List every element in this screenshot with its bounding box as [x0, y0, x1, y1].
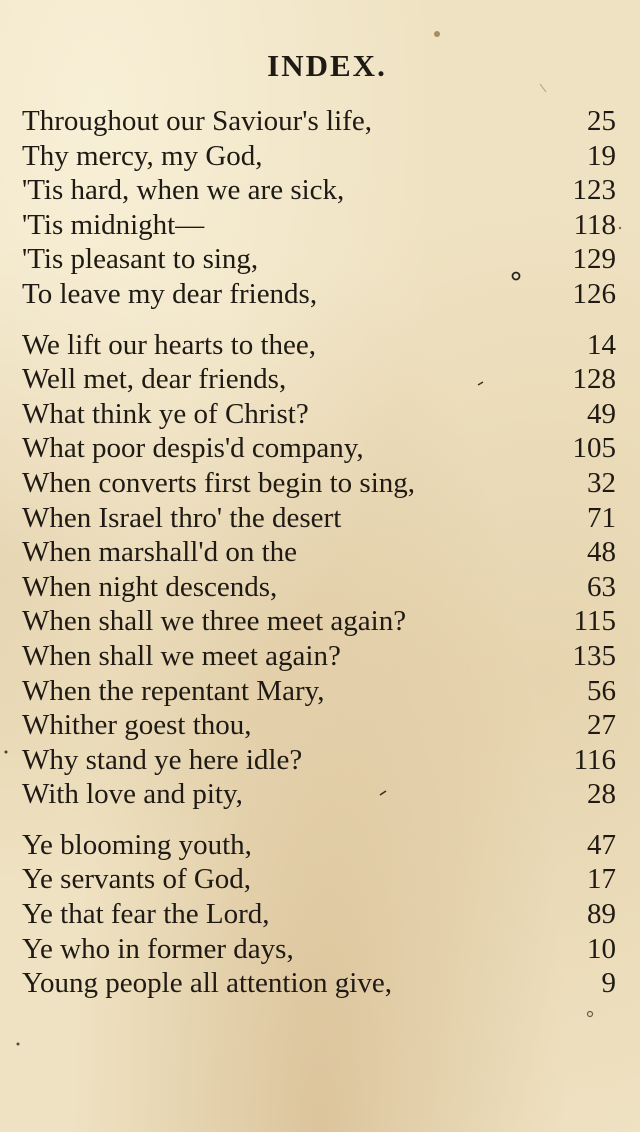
hymn-title: Throughout our Saviour's life, [22, 105, 372, 137]
page-number: 115 [573, 605, 616, 638]
ink-speck [5, 751, 8, 754]
page-number: 14 [587, 328, 616, 361]
hymn-title: Young people all attention give, [22, 967, 392, 1000]
page-number: 135 [572, 639, 616, 672]
hymn-title: When converts first begin to sing, [22, 466, 416, 499]
page-number: 48 [587, 536, 616, 569]
index-entry [22, 708, 616, 743]
hymn-title: To leave my dear friends, [22, 277, 318, 310]
index-entry [22, 328, 616, 363]
hymn-title: Why stand ye here idle? [22, 743, 303, 776]
ink-speck [619, 227, 621, 229]
page-number: 123 [572, 174, 616, 207]
ink-speck [540, 84, 546, 92]
hymn-title: We lift our hearts to thee, [22, 328, 317, 361]
index-group-y [22, 828, 616, 1001]
hymn-title: What think ye of Christ? [22, 397, 309, 430]
index-entry [22, 932, 616, 967]
index-list [22, 104, 616, 1001]
hymn-title: When Israel thro' the desert [22, 501, 342, 534]
page-number: 56 [587, 674, 616, 707]
index-entry [22, 104, 616, 139]
page-number: 28 [587, 778, 616, 811]
page-heading: INDEX. [267, 48, 387, 83]
index-entry [22, 570, 616, 605]
page-number: 10 [587, 932, 616, 965]
page-number: 118 [573, 208, 616, 241]
index-entry [22, 208, 616, 243]
page-number: 17 [587, 863, 616, 896]
index-entry [22, 501, 616, 536]
page-number: 25 [587, 105, 616, 137]
page-number: 19 [587, 139, 616, 172]
hymn-title: Ye servants of God, [22, 863, 252, 896]
hymn-title: When marshall'd on the [22, 536, 298, 569]
page-number: 32 [587, 466, 616, 499]
index-entry [22, 431, 616, 466]
index-entry [22, 862, 616, 897]
index-entry [22, 535, 616, 570]
page-number: 49 [587, 397, 616, 430]
index-group-w [22, 328, 616, 812]
hymn-title: When shall we three meet again? [22, 605, 407, 638]
index-entry [22, 966, 616, 1001]
index-entry [22, 743, 616, 778]
index-group-t [22, 104, 616, 312]
index-entry [22, 173, 616, 208]
page-number: 71 [587, 501, 616, 534]
hymn-title: Ye blooming youth, [22, 828, 252, 861]
index-entry [22, 277, 616, 312]
page-number: 116 [573, 743, 616, 776]
ink-speck [17, 1043, 20, 1046]
hymn-title: With love and pity, [22, 778, 243, 811]
index-entry [22, 604, 616, 639]
ink-speck [434, 31, 440, 37]
index-entry [22, 674, 616, 709]
page-number: 128 [572, 363, 616, 396]
hymn-title: Ye that fear the Lord, [22, 898, 270, 931]
hymn-title: When shall we meet again? [22, 639, 341, 672]
index-entry [22, 397, 616, 432]
page-number: 89 [587, 898, 616, 931]
hymn-title: 'Tis pleasant to sing, [22, 243, 259, 276]
index-entry [22, 639, 616, 674]
page-number: 63 [587, 570, 616, 603]
index-entry [22, 362, 616, 397]
page-number: 105 [572, 432, 616, 465]
hymn-title: What poor despis'd company, [22, 432, 364, 465]
hymn-title: 'Tis hard, when we are sick, [22, 174, 345, 207]
hymn-title: Whither goest thou, [22, 709, 252, 742]
hymn-title: When night descends, [22, 570, 278, 603]
hymn-title: Thy mercy, my God, [22, 139, 263, 172]
page-number: 27 [587, 709, 616, 742]
hymn-title: When the repentant Mary, [22, 674, 325, 707]
index-entry [22, 242, 616, 277]
page-number: 47 [587, 828, 616, 861]
index-entry [22, 139, 616, 174]
page-number: 126 [572, 277, 616, 310]
hymn-title: Ye who in former days, [22, 932, 294, 965]
index-entry [22, 828, 616, 863]
index-entry [22, 466, 616, 501]
hymn-title: 'Tis midnight— [22, 208, 205, 241]
hymn-title: Well met, dear friends, [22, 363, 287, 396]
index-entry [22, 777, 616, 812]
page-number: 129 [572, 243, 616, 276]
index-entry [22, 897, 616, 932]
page-number: 9 [601, 967, 616, 1000]
ink-speck [588, 1012, 593, 1017]
